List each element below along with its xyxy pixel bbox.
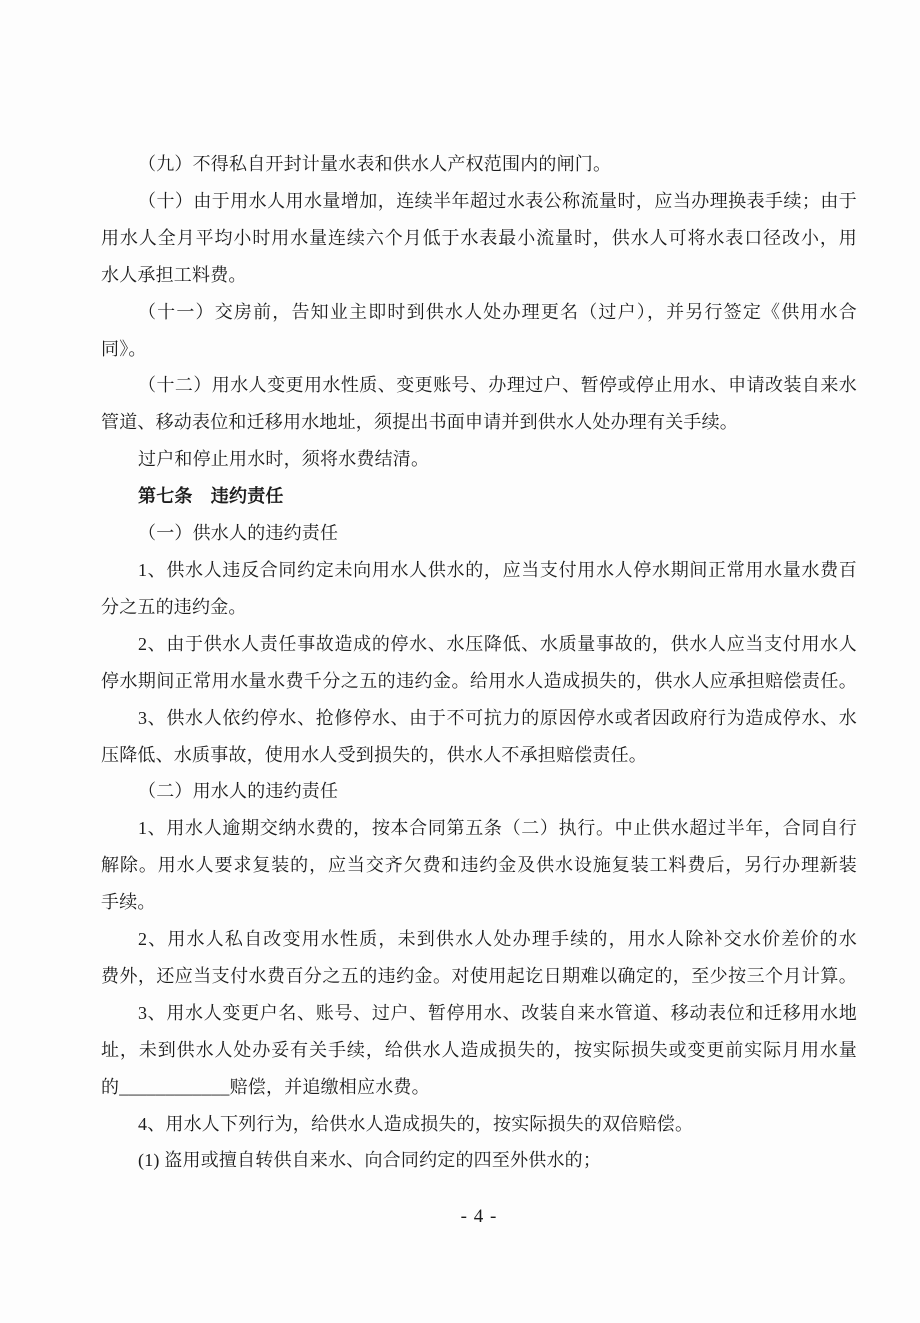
text-line: 2、由于供水人责任事故造成的停水、水压降低、水质量事故的，供水人应当支付用水人 [138,633,857,654]
text-line: （十一）交房前，告知业主即时到供水人处办理更名（过户），并另行签定《供用水合 [138,301,857,322]
text-line: 过户和停止用水时，须将水费结清。 [138,449,430,470]
document-body [101,146,857,1179]
text-line: （十二）用水人变更用水性质、变更账号、办理过户、暂停或停止用水、申请改装自来水 [138,375,857,396]
page-number: - 4 - [460,1206,498,1227]
section-heading: 第七条 违约责任 [138,486,284,507]
text-line: 1、用水人逾期交纳水费的，按本合同第五条（二）执行。中止供水超过半年，合同自行 [138,818,857,839]
text-line: （一）供水人的违约责任 [138,523,339,544]
text-line: 4、用水人下列行为，给供水人造成损失的，按实际损失的双倍赔偿。 [138,1113,694,1134]
text-line: 费外，还应当支付水费百分之五的违约金。对使用起讫日期难以确定的，至少按三个月计算。 [101,965,857,986]
text-line: 同》。 [101,338,147,359]
text-line: （二）用水人的违约责任 [138,781,339,802]
page-footer [101,1206,857,1228]
text-line: 3、用水人变更户名、账号、过户、暂停用水、改装自来水管道、移动表位和迁移用水地 [138,1002,857,1023]
text-line: 的____________赔偿，并追缴相应水费。 [101,1076,430,1097]
text-line: （十）由于用水人用水量增加，连续半年超过水表公称流量时，应当办理换表手续；由于 [138,190,857,211]
text-line: 3、供水人依约停水、抢修停水、由于不可抗力的原因停水或者因政府行为造成停水、水 [138,707,857,728]
text-line: 水人承担工料费。 [101,264,247,285]
text-line: (1) 盗用或擅自转供自来水、向合同约定的四至外供水的； [138,1150,602,1171]
text-line: 址，未到供水人处办妥有关手续，给供水人造成损失的，按实际损失或变更前实际月用水量 [101,1039,857,1060]
text-line: 2、用水人私自改变用水性质，未到供水人处办理手续的，用水人除补交水价差价的水 [138,929,857,950]
text-line: 分之五的违约金。 [101,596,247,617]
text-line: （九）不得私自开封计量水表和供水人产权范围内的闸门。 [138,154,612,174]
text-line: 用水人全月平均小时用水量连续六个月低于水表最小流量时，供水人可将水表口径改小，用 [101,227,857,248]
text-line: 手续。 [101,892,156,913]
text-line: 管道、移动表位和迁移用水地址，须提出书面申请并到供水人处办理有关手续。 [101,412,738,433]
text-line: 解除。用水人要求复装的，应当交齐欠费和违约金及供水设施复装工料费后，另行办理新装 [101,855,857,876]
text-line: 压降低、水质事故，使用水人受到损失的，供水人不承担赔偿责任。 [101,744,647,765]
text-line: 停水期间正常用水量水费千分之五的违约金。给用水人造成损失的，供水人应承担赔偿责任。 [101,670,857,691]
text-line: 1、供水人违反合同约定未向用水人供水的，应当支付用水人停水期间正常用水量水费百 [138,559,857,580]
